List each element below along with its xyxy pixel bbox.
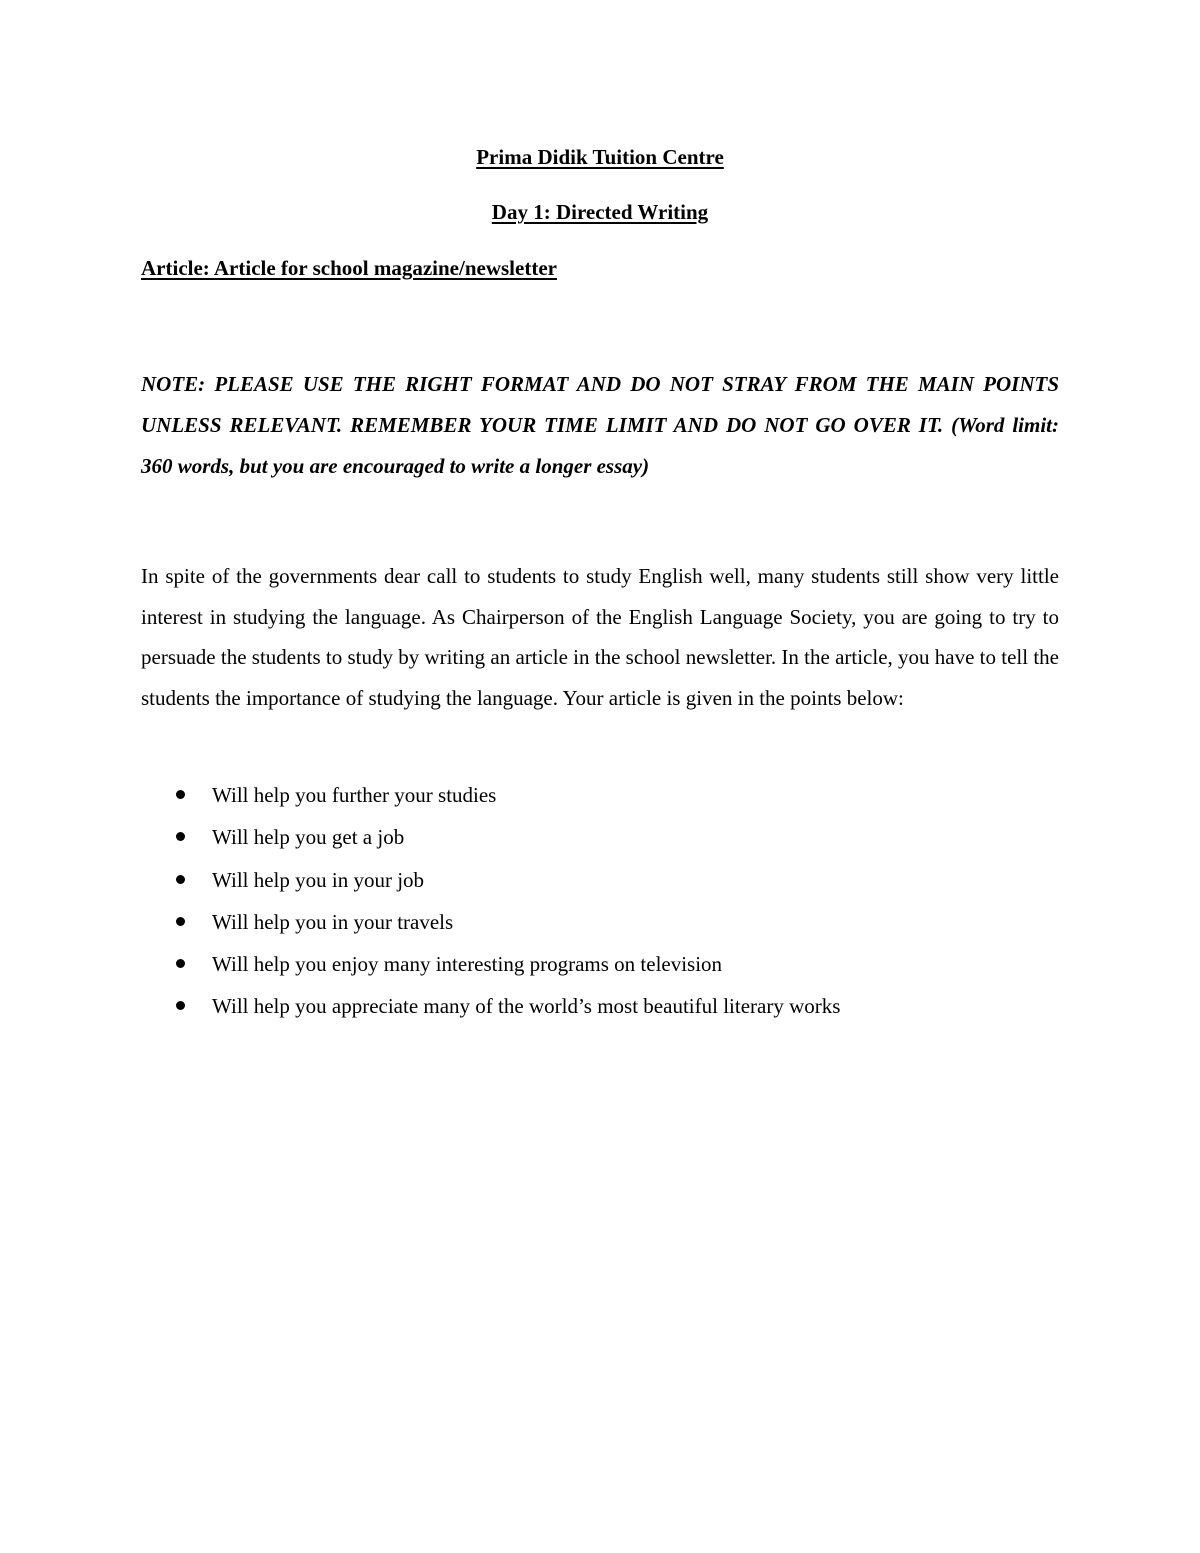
document-subtitle: Day 1: Directed Writing <box>491 200 709 224</box>
bullet-icon <box>176 875 185 884</box>
bullet-icon <box>176 917 185 926</box>
task-paragraph: In spite of the governments dear call to students to study English well, many students still show very little interest in studying the language. As Chairperson of the English Language Society, you are going to try to persuade the students to study by writing an article in the school newsletter. In the article, you have to tell the students the importance of studying the language. Your article is given in the points below: <box>141 564 1059 710</box>
bullet-icon <box>176 959 185 968</box>
list-item: Will help you enjoy many interesting programs on television <box>141 945 1059 987</box>
list-item: Will help you in your travels <box>141 903 1059 945</box>
list-item: Will help you get a job <box>141 818 1059 860</box>
instruction-note: NOTE: PLEASE USE THE RIGHT FORMAT AND DO NOT STRAY FROM THE MAIN POINTS UNLESS RELEVANT. REMEMBER YOUR TIME LIMIT AND DO NOT GO OVER IT. (Word limit: 360 words, but you are encouraged to write a longer essay) <box>141 372 1059 478</box>
points-list <box>141 776 1059 1030</box>
bullet-icon <box>176 1001 185 1010</box>
bullet-icon <box>176 832 185 841</box>
list-item: Will help you appreciate many of the world’s most beautiful literary works <box>141 987 1059 1029</box>
section-heading: Article: Article for school magazine/newsletter <box>141 256 557 280</box>
document-title: Prima Didik Tuition Centre <box>476 145 724 169</box>
bullet-icon <box>176 790 185 799</box>
list-item: Will help you in your job <box>141 861 1059 903</box>
list-item: Will help you further your studies <box>141 776 1059 818</box>
